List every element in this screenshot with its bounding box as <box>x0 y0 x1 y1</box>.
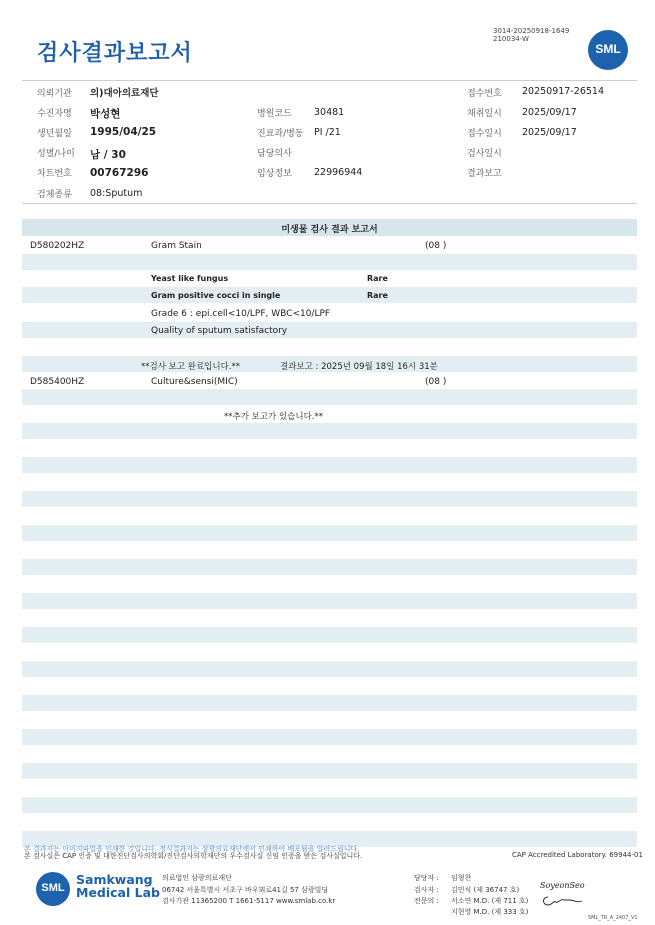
test1-code: D580202HZ <box>30 241 85 251</box>
org-name: 의료법인 삼광의료재단 <box>162 874 232 882</box>
receipt-date-label: 접수일시 <box>467 129 502 139</box>
report-banner <box>22 219 637 236</box>
gpc-result: Rare <box>367 291 388 300</box>
test1-name: Gram Stain <box>151 241 202 251</box>
stripe <box>22 695 637 711</box>
stripe <box>22 593 637 609</box>
footer-logo <box>36 872 70 906</box>
gpc-finding: Gram positive cocci in single <box>151 291 281 300</box>
stripe <box>22 389 637 405</box>
specialist-label: 전문의 : <box>414 897 439 905</box>
page-title: 검사결과보고서 <box>37 41 193 66</box>
collect-date-value: 2025/09/17 <box>522 107 577 118</box>
clinical-info-label: 임상정보 <box>257 169 292 179</box>
document-id-line2: 210034-W <box>493 35 529 43</box>
company-name <box>76 873 160 899</box>
stripe <box>22 525 637 541</box>
patient-name-label: 수진자명 <box>37 109 72 119</box>
test2-code: D585400HZ <box>30 377 85 387</box>
collect-date-label: 채취일시 <box>467 109 502 119</box>
examiner-value: 김민식 (제 36747 호) <box>451 886 520 894</box>
chart-no-value: 00767296 <box>90 167 149 179</box>
cap-accreditation: CAP Accredited Laboratory. 69944-01 <box>512 851 643 859</box>
document-id-line1: 3014-20250918-1649 <box>493 27 570 35</box>
dept-value: PI /21 <box>314 127 341 138</box>
stripe <box>22 797 637 813</box>
result-report-label: 결과보고 <box>467 169 502 179</box>
company-name-line2: Medical Lab <box>76 885 160 900</box>
divider <box>22 203 637 204</box>
report-complete: **검사 보고 완료입니다.** <box>141 362 241 372</box>
company-name-line1: Samkwang <box>76 872 153 887</box>
stripe <box>22 763 637 779</box>
dob-label: 생년월일 <box>37 129 72 139</box>
receipt-no-label: 접수번호 <box>467 89 502 99</box>
specimen-label: 검체종류 <box>37 190 72 200</box>
stripe <box>22 729 637 745</box>
requester-label: 의뢰기관 <box>37 89 72 99</box>
clinical-info-value: 22996944 <box>314 167 363 178</box>
manager-label: 담당자 : <box>414 874 439 882</box>
specialist-1: 서소연 M.D. (제 711 호) <box>451 897 529 905</box>
manager-value: 임형찬 <box>451 874 472 882</box>
stripe <box>22 491 637 507</box>
test2-name: Culture&sensi(MIC) <box>151 377 238 387</box>
yeast-result: Rare <box>367 274 388 283</box>
examiner-label: 검사자 : <box>414 886 439 894</box>
additional-report: **추가 보고가 있습니다.** <box>224 412 324 422</box>
org-contact: 검사기관 11365200 T 1661-5117 www.smlab.co.kr <box>162 897 336 905</box>
stripe <box>22 559 637 575</box>
receipt-no-value: 20250917-26514 <box>522 86 605 97</box>
divider <box>22 80 637 81</box>
receipt-date-value: 2025/09/17 <box>522 127 577 138</box>
stripe <box>22 322 637 338</box>
document-id <box>493 27 569 43</box>
test2-specimen: (08 ) <box>425 377 447 387</box>
doctor-label: 담당의사 <box>257 149 292 159</box>
chart-no-label: 차트번호 <box>37 169 72 179</box>
form-code: SML_TR_A_2407_V1 <box>588 915 638 921</box>
dob-value: 1995/04/25 <box>90 126 157 138</box>
print-notice: 본 결과지는 이미지파일을 인쇄한 것입니다. 정식결과지는 삼광의료재단에서 인쇄하여 배포됨을 알려드립니다. <box>24 845 360 853</box>
org-address: 06742 서울특별시 서초구 바우뫼로41길 57 삼광빌딩 <box>162 886 329 894</box>
grade-text: Grade 6 : epi.cell<10/LPF, WBC<10/LPF <box>151 309 331 319</box>
signature-1: SoyeonSeo <box>540 881 585 890</box>
sml-logo <box>588 30 628 70</box>
stripe <box>22 254 637 270</box>
sex-age-value: 남 / 30 <box>90 149 126 161</box>
footer-logo-text: SML <box>41 882 65 894</box>
stripe <box>22 661 637 677</box>
stripe <box>22 423 637 439</box>
test-date-label: 검사일시 <box>467 149 502 159</box>
specimen-value: 08:Sputum <box>90 188 143 199</box>
sex-age-label: 성별/나이 <box>37 149 75 159</box>
dept-label: 진료과/병동 <box>257 129 304 139</box>
stripe <box>22 457 637 473</box>
specialist-2: 지현영 M.D. (제 333 호) <box>451 908 529 916</box>
sml-logo-text: SML <box>595 42 621 56</box>
report-banner-title: 미생물 검사 결과 보고서 <box>281 225 378 235</box>
stripe <box>22 627 637 643</box>
quality-text: Quality of sputum satisfactory <box>151 326 288 336</box>
yeast-finding: Yeast like fungus <box>151 274 229 283</box>
signature-2 <box>540 894 584 908</box>
patient-name-value: 박성현 <box>90 108 121 120</box>
accreditation-notice: 본 검사실은 CAP 인증 및 대한진단검사의학회/진단검사의학재단의 우수검사실 신임 인증을 받은 검사실입니다. <box>24 852 363 860</box>
hospital-code-value: 30481 <box>314 107 345 118</box>
stripe <box>22 287 637 303</box>
report-time: 결과보고 : 2025년 09월 18일 16시 31분 <box>280 362 438 372</box>
hospital-code-label: 병원코드 <box>257 109 292 119</box>
requester-value: 의)대아의료재단 <box>90 88 159 99</box>
test1-specimen: (08 ) <box>425 241 447 251</box>
